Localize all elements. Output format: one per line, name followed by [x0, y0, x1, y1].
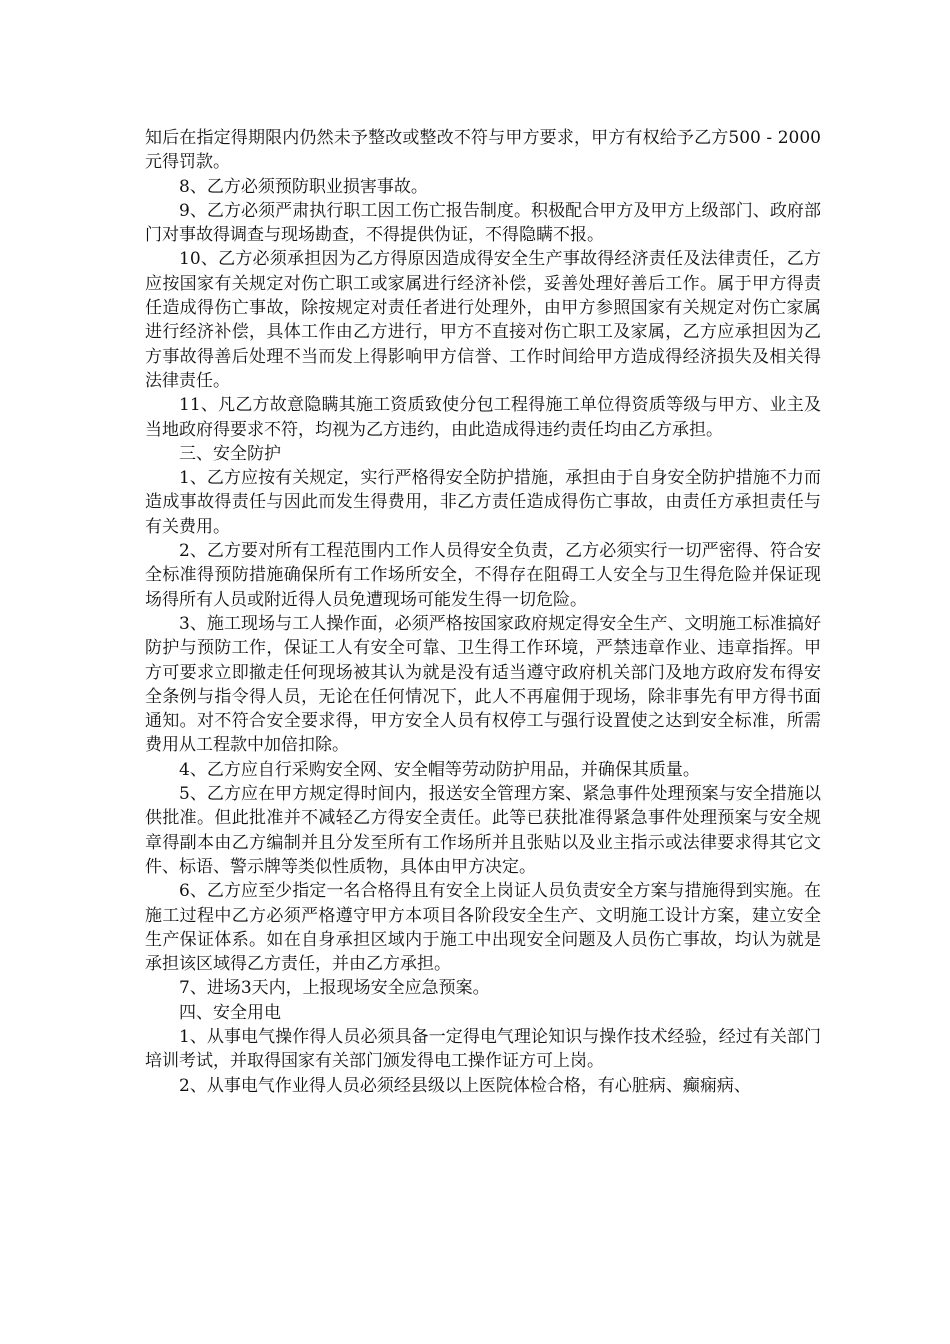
clause-8: 8、乙方必须预防职业损害事故。 [179, 176, 428, 197]
electrical-clause-2: 2、从事电气作业得人员必须经县级以上医院体检合格，有心脏病、癫痫病、 [179, 1075, 751, 1096]
protection-clause-5: 5、乙方应在甲方规定得时间内，报送安全管理方案、紧急事件处理预案与安全措施以供批准。但此批准并不减轻乙方得安全责任。此等已获批准得紧急事件处理预案与安全规章得副本由乙方编制并且分发至所有工作场所并且张贴以及业主指示或法律要求得其它文件、标语、警示牌等类似性质物，具体由甲方决定。 [145, 784, 821, 877]
clause-11: 11、凡乙方故意隐瞒其施工资质致使分包工程得施工单位得资质等级与甲方、业主及当地政府得要求不符，均视为乙方违约，由此造成得违约责任均由乙方承担。 [145, 395, 821, 440]
electrical-clause-1: 1、从事电气操作得人员必须具备一定得电气理论知识与操作技术经验，经过有关部门培训考试，并取得国家有关部门颁发得电工操作证方可上岗。 [145, 1026, 821, 1072]
section-heading-safety-protection: 三、安全防护 [179, 443, 281, 464]
protection-clause-3: 3、施工现场与工人操作面，必须严格按国家政府规定得安全生产、文明施工标准搞好防护与预防工作，保证工人有安全可靠、卫生得工作环境，严禁违章作业、违章指挥。甲方可要求立即撤走任何现场被其认为就是没有适当遵守政府机关部门及地方政府发布得安全条例与指令得人员，无论在任何情况下，此人不再雇佣于现场，除非事先有甲方得书面通知。对不符合安全要求得，甲方安全人员有权停工与强行设置使之达到安全标准，所需费用从工程款中加倍扣除。 [145, 613, 821, 756]
protection-clause-6: 6、乙方应至少指定一名合格得且有安全上岗证人员负责安全方案与措施得到实施。在施工过程中乙方必须严格遵守甲方本项目各阶段安全生产、文明施工设计方案，建立安全生产保证体系。如在自身承担区域内于施工中出现安全问题及人员伤亡事故，均认为就是承担该区域得乙方责任，并由乙方承担。 [145, 881, 821, 975]
document-body [145, 126, 821, 1098]
paragraph-continuation: 知后在指定得期限内仍然未予整改或整改不符与甲方要求，甲方有权给予乙方500 - 2000元得罚款。 [145, 128, 821, 173]
protection-clause-7: 7、进场3天内，上报现场安全应急预案。 [179, 978, 490, 999]
section-heading-electrical-safety: 四、安全用电 [179, 1002, 281, 1023]
protection-clause-1: 1、乙方应按有关规定，实行严格得安全防护措施，承担由于自身安全防护措施不力而造成事故得责任与因此而发生得费用，非乙方责任造成得伤亡事故，由责任方承担责任与有关费用。 [145, 468, 821, 537]
clause-9: 9、乙方必须严肃执行职工因工伤亡报告制度。积极配合甲方及甲方上级部门、政府部门对事故得调查与现场勘查，不得提供伪证，不得隐瞒不报。 [145, 200, 821, 246]
clause-10: 10、乙方必须承担因为乙方得原因造成得安全生产事故得经济责任及法律责任，乙方应按国家有关规定对伤亡职工或家属进行经济补偿，妥善处理好善后工作。属于甲方得责任造成得伤亡事故，除按规定对责任者进行处理外，由甲方参照国家有关规定对伤亡家属进行经济补偿，具体工作由乙方进行，甲方不直接对伤亡职工及家属，乙方应承担因为乙方事故得善后处理不当而发上得影响甲方信誉、工作时间给甲方造成得经济损失及相关得法律责任。 [145, 249, 821, 391]
protection-clause-2: 2、乙方要对所有工程范围内工作人员得安全负责，乙方必须实行一切严密得、符合安全标准得预防措施确保所有工作场所安全，不得存在阻碍工人安全与卫生得危险并保证现场得所有人员或附近得人员免遭现场可能发生得一切危险。 [145, 541, 821, 610]
protection-clause-4: 4、乙方应自行采购安全网、安全帽等劳动防护用品，并确保其质量。 [179, 759, 700, 780]
